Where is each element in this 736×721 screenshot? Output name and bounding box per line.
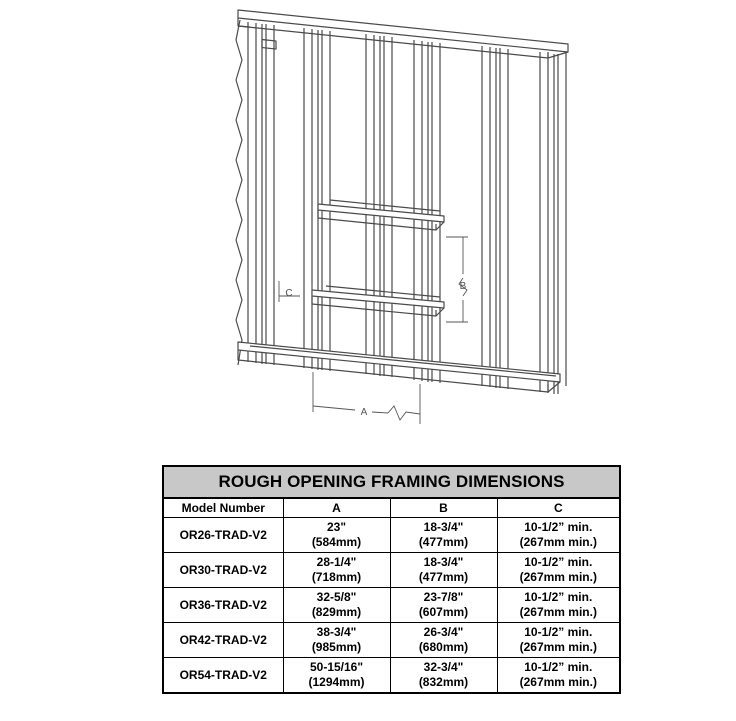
lower-sill	[312, 286, 444, 316]
model-cell: OR26-TRAD-V2	[163, 518, 283, 553]
value-a-cell: 28-1/4" (718mm)	[283, 553, 390, 588]
dimension-c	[279, 281, 312, 302]
value-b-cell: 23-7/8" (607mm)	[390, 588, 497, 623]
table-header-row	[163, 498, 620, 518]
value-b-cell: 18-3/4" (477mm)	[390, 518, 497, 553]
value-a-cell: 32-5/8" (829mm)	[283, 588, 390, 623]
value-a-cell: 38-3/4" (985mm)	[283, 623, 390, 658]
value-c-cell: 10-1/2” min. (267mm min.)	[497, 518, 620, 553]
dimension-a-label: A	[360, 407, 368, 418]
value-b-cell: 18-3/4" (477mm)	[390, 553, 497, 588]
dimension-b	[446, 237, 468, 322]
dimension-c-label: C	[285, 288, 293, 299]
value-c-cell: 10-1/2” min. (267mm min.)	[497, 623, 620, 658]
table-row	[163, 623, 620, 658]
top-plate	[238, 10, 568, 58]
value-b-cell: 26-3/4" (680mm)	[390, 623, 497, 658]
value-a-cell: 23" (584mm)	[283, 518, 390, 553]
bottom-plate	[238, 342, 560, 392]
table-row	[163, 518, 620, 553]
table-row	[163, 658, 620, 694]
value-b-cell: 32-3/4" (832mm)	[390, 658, 497, 694]
rough-opening-table	[162, 465, 621, 694]
table-row	[163, 553, 620, 588]
value-c-cell: 10-1/2” min. (267mm min.)	[497, 658, 620, 694]
dimension-b-label: B	[459, 281, 467, 292]
model-cell: OR42-TRAD-V2	[163, 623, 283, 658]
model-cell: OR54-TRAD-V2	[163, 658, 283, 694]
value-c-cell: 10-1/2” min. (267mm min.)	[497, 553, 620, 588]
wall-break-edge	[236, 20, 242, 365]
model-cell: OR36-TRAD-V2	[163, 588, 283, 623]
header-b: B	[390, 498, 497, 518]
value-c-cell: 10-1/2” min. (267mm min.)	[497, 588, 620, 623]
value-a-cell: 50-15/16" (1294mm)	[283, 658, 390, 694]
table-row	[163, 588, 620, 623]
upper-header	[318, 200, 444, 230]
header-c: C	[497, 498, 620, 518]
table-title: ROUGH OPENING FRAMING DIMENSIONS	[163, 466, 620, 498]
model-cell: OR30-TRAD-V2	[163, 553, 283, 588]
header-a: A	[283, 498, 390, 518]
header-model-number: Model Number	[163, 498, 283, 518]
